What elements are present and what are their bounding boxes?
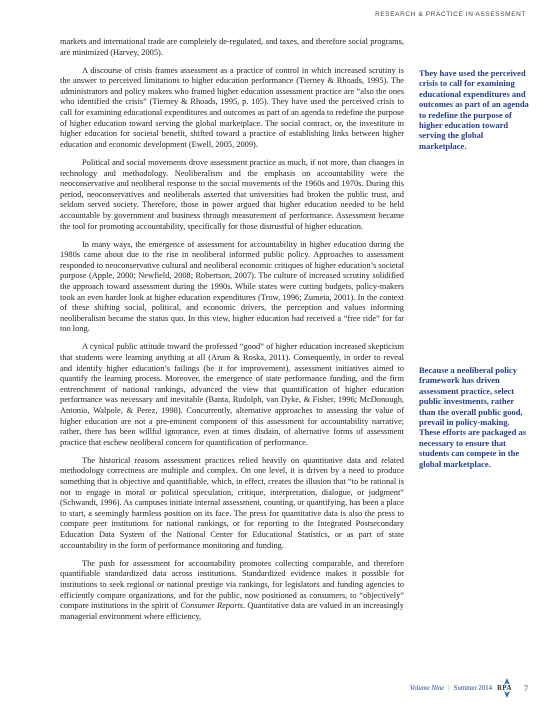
paragraph: A cynical public attitude toward the professed “good” of higher education increased skepticism that students were learning anything at all (Arum & Roska, 2011). Consequently, in order to reveal and identify higher education’s failings (be it for improvement), assessment initiatives aimed to quantify the learning process. Moreover, the emergence of state performance funding, and the firm entrenchment of national rankings, advanced the view that quantification of higher education performance was necessary and inevitable (Banta, Rudolph, van Dyke, & Fisher, 1996; McDonough, Antonio, Walpole, & Perez, 1998). Concurrently, alternative approaches to assessing the value of higher education are not a pre-eminent component of this assessment for accountability narrative; rather, there has been willful ignorance, even at times disdain, of alternative forms of assessment practice that eschew neoliberal concern for quantification of performance. [60, 342, 404, 447]
logo-text: RPA [497, 684, 512, 692]
paragraph-text: The push for assessment for accountability promotes collecting comparable, and therefore quantifiable standardized data across institutions. Standardized evidence makes it possible for institutions to seek regional or national prestige via rankings, for legislators and funding agencies to efficiently compare organizations, and for the public, now positioned as consumers, to “objectively” compare institutions in the spirit of [60, 558, 404, 611]
publication-title: Consumer Reports [180, 601, 244, 611]
footer-separator: | [448, 684, 450, 692]
paragraph [60, 559, 404, 623]
volume-label: Volume Nine [409, 684, 445, 692]
paragraph: The historical reasons assessment practices relied heavily on quantitative data and related methodology correctness are multiple and complex. On one level, it is driven by a need to produce something that is objective and quantifiable, which, in effect, creates the illusion that “to be rational is not to engage in moral or political speculation, critique, interpretation, dialogue, or judgment” (Schwandt, 1996). As campuses initiate internal assessment, counting, or quantifying, has been a place to start, a seemingly harmless position on its face. The press for quantitative data is also the press to compare peer institutions for national rankings, or for reporting to the Integrated Postsecondary Education Data System of the National Center for Educational Statistics, or as part of state accountability in the form of performance monitoring and funding. [60, 455, 404, 550]
pull-quote: Because a neoliberal policy framework has driven assessment practice, select public investments, rather than the overall public good, prevail in policy-making. These efforts are packaged as necessary to ensure that students can compete in the global marketplace. [419, 365, 527, 469]
page-number: 7 [524, 683, 528, 693]
page-footer [410, 677, 528, 699]
paragraph-text: . Quantitative data are valued in an increasingly managerial environment where efficiency, [60, 601, 404, 621]
paragraph: Political and social movements drove assessment practice as much, if not more, than changes in technology and methodology. Neoliberalism and the emphasis on accountability were the neoconservative and neoliberal response to the social movements of the 1960s and 1970s. During this period, neoconservatives and neoliberals asserted that universities had broken the public trust, and seldom served society. Therefore, those in power argued that higher education needed to be held accountable by government and business through measurement of performance. Assessment became the tool for promoting accountability, specifically for those distrustful of higher education. [60, 157, 404, 231]
rpa-logo [496, 677, 518, 699]
paragraph: In many ways, the emergence of assessment for accountability in higher education during the 1980s came about due to the rise in neoliberal informed public policy. Approaches to assessment responded to neoconservative cultural and neoliberal economic critiques of higher education’s societal purpose (Apple, 2000; Newfield, 2008; Robertson, 2007). The culture of increased scrutiny solidified the approach toward assessment during the 1990s. While states were cutting budgets, policy-makers took an even harder look at higher education expenditures (Trow, 1996; Zumeta, 2001). In the context of these shifting social, political, and economic drivers, the perception and values informing neoliberalism became the status quo. In this view, higher education had received a “free ride” for far too long. [60, 239, 404, 334]
pull-quote: They have used the perceived crisis to call for examining educational expenditures and outcomes as part of an agenda to redefine the purpose of higher education toward serving the global marketplace. [419, 68, 529, 151]
running-header: RESEARCH & PRACTICE IN ASSESSMENT [375, 11, 526, 18]
issue-label: Summer 2014 [453, 684, 492, 692]
paragraph: markets and international trade are completely de-regulated, and taxes, and therefore social programs, are minimized (Harvey, 2005). [60, 37, 404, 57]
paragraph: A discourse of crisis frames assessment as a practice of control in which increased scrutiny is the answer to perceived limitations to higher education performance (Tierney & Rhoads, 1995). The administrators and policy makers who framed higher education assessment practice are “also the ones who identified the crisis” (Tierney & Rhoads, 1995, p. 105). They have used the perceived crisis to call for examining educational expenditures and outcomes as part of an agenda to redefine the purpose of higher education toward serving the global marketplace. The social contract, or, the investiture in higher education for societal benefit, shifted toward a practice of establishing links between higher education and economic development (Ewell, 2005, 2009). [60, 65, 404, 149]
article-body [60, 37, 404, 630]
